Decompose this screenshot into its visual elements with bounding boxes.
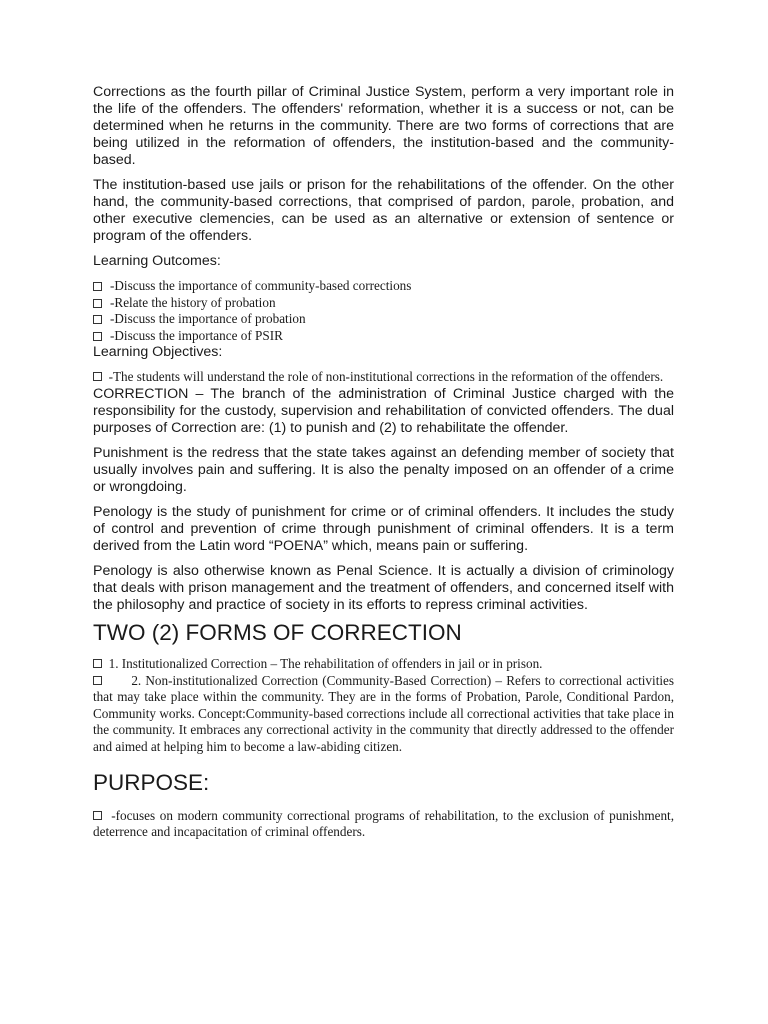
document-page xyxy=(93,84,674,841)
penology-definition: Penology is the study of punishment for crime or of criminal offenders. It includes the study of control and prevention of crime through punishment of criminal offenders. It is a term derived from the Latin word “POENA” which, means pain or suffering. xyxy=(93,503,674,554)
list-item-text: -Discuss the importance of probation xyxy=(110,311,306,327)
checkbox-bullet-icon xyxy=(93,299,102,308)
learning-outcomes-heading: Learning Outcomes: xyxy=(93,253,221,269)
intro-paragraph-1: Corrections as the fourth pillar of Criminal Justice System, perform a very important role in the life of the offenders. The offenders' reformation, whether it is a success or not, can be determined when he returns in the community. There are two forms of corrections that are being utilized in the reformation of offenders, the institution-based and the community-based. xyxy=(93,84,674,168)
purpose-item xyxy=(93,808,674,841)
forms-item-1 xyxy=(93,656,674,673)
forms-item-2 xyxy=(93,673,674,756)
purpose-heading: PURPOSE: xyxy=(93,769,210,795)
learning-objective-text: -The students will understand the role of non-institutional corrections in the reformation of the offenders. xyxy=(108,369,664,385)
list-item xyxy=(93,295,674,312)
checkbox-bullet-icon xyxy=(93,282,102,291)
penal-science-definition: Penology is also otherwise known as Penal Science. It is actually a division of criminology that deals with prison management and the treatment of offenders, and concerned itself with the philosophy and practice of society in its efforts to repress criminal activities. xyxy=(93,562,674,613)
punishment-definition: Punishment is the redress that the state takes against an defending member of society that usually involves pain and suffering. It is also the penalty imposed on an offender of a crime or wrongdoing. xyxy=(93,444,674,495)
intro-paragraph-2: The institution-based use jails or prison for the rehabilitations of the offender. On the other hand, the community-based corrections, that comprised of pardon, parole, probation, and other executive clemencies, can be used as an alternative or extension of sentence or program of the offenders. xyxy=(93,177,674,244)
forms-heading: TWO (2) FORMS OF CORRECTION xyxy=(93,619,462,645)
learning-objectives-heading: Learning Objectives: xyxy=(93,344,223,361)
checkbox-bullet-icon xyxy=(93,332,102,341)
list-item-text: -Discuss the importance of PSIR xyxy=(110,327,283,343)
list-item-text: -Discuss the importance of community-based corrections xyxy=(110,278,412,293)
checkbox-bullet-icon xyxy=(93,811,102,820)
purpose-item-text: -focuses on modern community correctional programs of rehabilitation, to the exclusion of punishment, deterrence and incapacitation of criminal offenders. xyxy=(93,807,674,840)
list-item xyxy=(93,328,674,345)
checkbox-bullet-icon xyxy=(93,315,102,324)
learning-outcomes-list xyxy=(93,278,674,344)
forms-item-2-text: 2. Non-institutionalized Correction (Community-Based Correction) – Refers to correctional activities that may take place within the community. They are in the forms of Probation, Parole, Conditional Pardon, Community works. Concept:Community-based corrections include all correctional activities that take place in the community. It embraces any correctional activity in the community that directly addressed to the offender and aimed at helping him to become a law-abiding citizen. xyxy=(93,672,675,754)
checkbox-bullet-icon xyxy=(93,372,102,381)
forms-item-1-text: 1. Institutionalized Correction – The rehabilitation of offenders in jail or in prison. xyxy=(108,655,543,671)
learning-objective-item xyxy=(93,369,674,386)
list-item-text: -Relate the history of probation xyxy=(110,294,276,310)
list-item xyxy=(93,311,674,328)
checkbox-bullet-icon xyxy=(93,676,102,685)
correction-definition: CORRECTION – The branch of the administration of Criminal Justice charged with the responsibility for the custody, supervision and rehabilitation of convicted offenders. The dual purposes of Correction are: (1) to punish and (2) to rehabilitate the offender. xyxy=(93,385,674,436)
list-item xyxy=(93,278,674,295)
checkbox-bullet-icon xyxy=(93,659,102,668)
